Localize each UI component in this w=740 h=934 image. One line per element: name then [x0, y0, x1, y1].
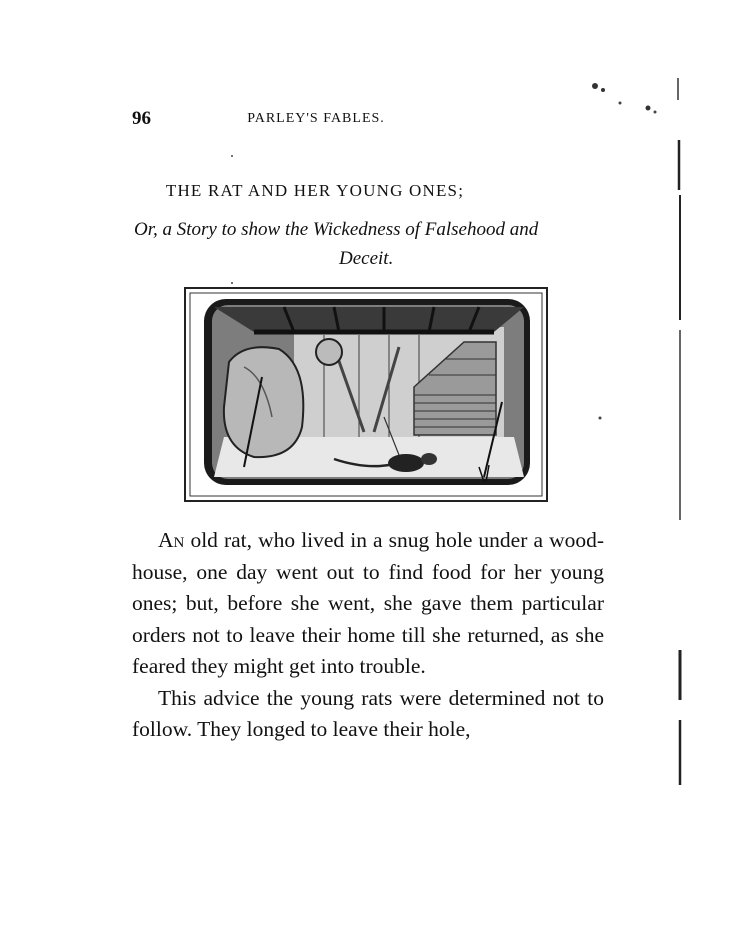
running-head — [0, 111, 740, 127]
paragraph-2: This advice the young rats were determined not to follow. They longed to leave their hole, — [132, 685, 604, 741]
running-head-text: PARLEY'S FABLES. — [247, 111, 385, 126]
woodcut-illustration — [184, 287, 548, 502]
chapter-title-text: THE RAT AND HER YOUNG ONES; — [165, 181, 465, 200]
young-rat — [421, 453, 437, 465]
paragraph-1-rest: wood-house, one day went out to find food for her young ones; but, before she went, she gave them particular orders not to leave their home till she returned, as she feared they might get into trouble. — [132, 528, 605, 678]
subtitle-line-2: Deceit. — [339, 248, 394, 269]
rat-figure — [388, 454, 424, 472]
paragraph-1 — [132, 525, 604, 683]
paragraph-1-line-1: old rat, who lived in a snug hole under a — [190, 528, 543, 552]
hanging-sieve — [316, 339, 342, 365]
drop-word: An — [158, 528, 185, 552]
page-number: 96 — [132, 108, 151, 129]
subtitle-line-1: Or, a Story to show the Wickedness of Falsehood and — [134, 219, 539, 240]
chapter-title — [0, 181, 740, 201]
grain-sack — [224, 347, 303, 457]
chapter-subtitle — [134, 215, 614, 273]
body-text — [132, 525, 604, 746]
